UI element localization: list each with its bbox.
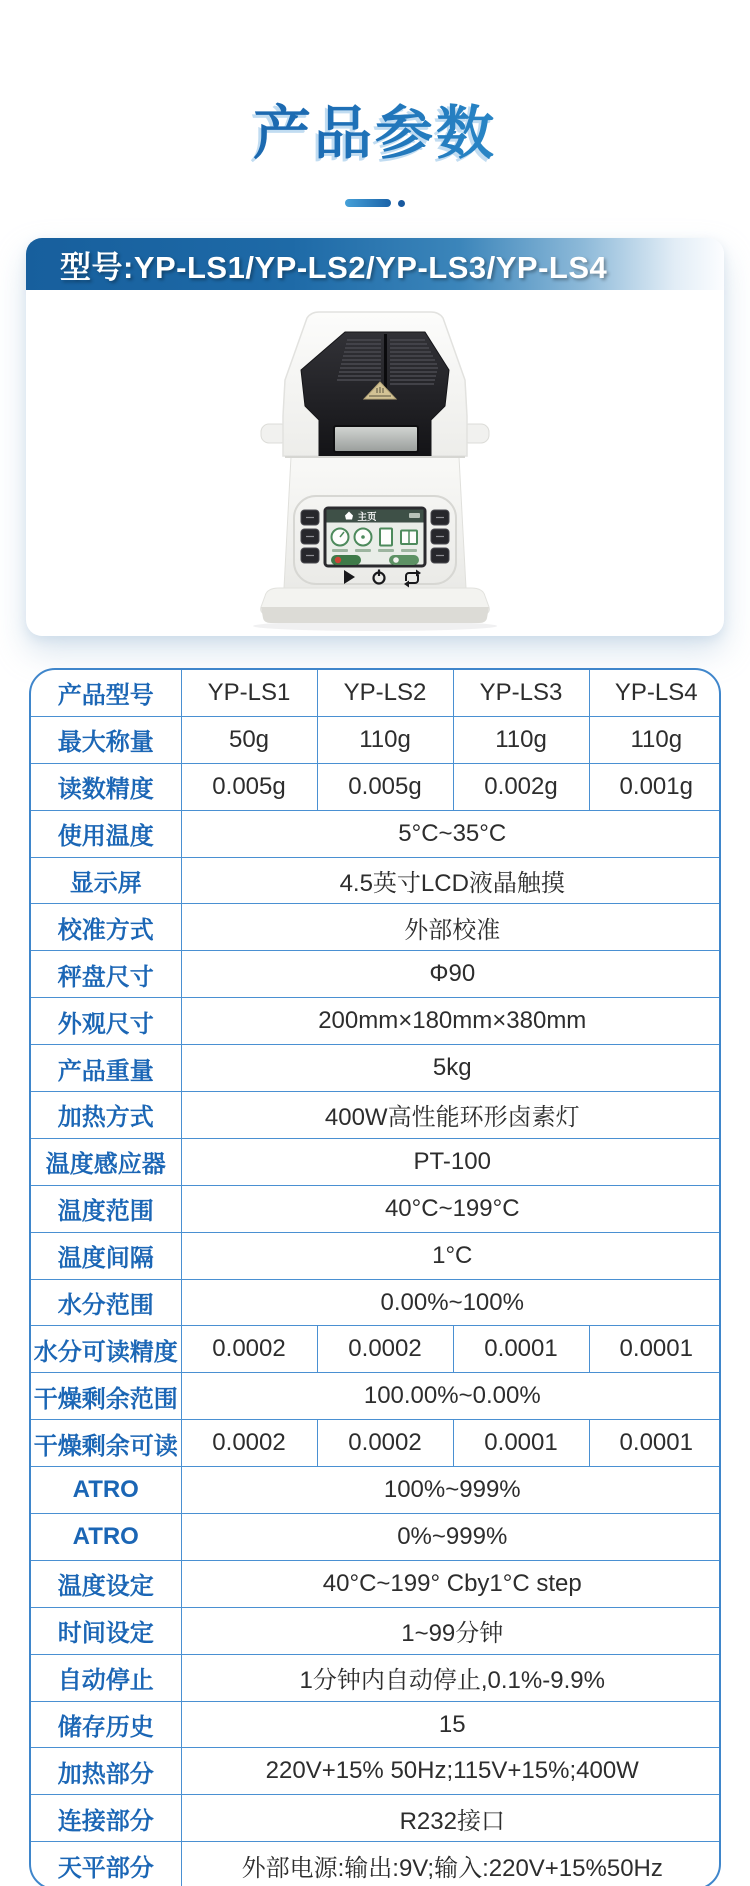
product-image [195,296,555,633]
spec-label: 产品重量 [31,1045,181,1092]
spec-value: 0.005g [317,763,453,810]
spec-value: YP-LS3 [453,670,589,716]
table-row [31,1514,721,1561]
spec-label: 加热方式 [31,1092,181,1139]
spec-label: 自动停止 [31,1654,181,1701]
spec-label: 校准方式 [31,904,181,951]
divider-dash [345,199,391,207]
spec-value: 4.5英寸LCD液晶触摸 [181,857,721,904]
spec-value: YP-LS4 [589,670,721,716]
table-row [31,904,721,951]
spec-label: 显示屏 [31,857,181,904]
spec-value: 0.0001 [453,1420,589,1467]
spec-value: 15 [181,1701,721,1748]
spec-value: R232接口 [181,1795,721,1842]
spec-value: 0%~999% [181,1514,721,1561]
spec-label: 干燥剩余范围 [31,1373,181,1420]
spec-value: 50g [181,716,317,763]
title-divider [0,196,750,210]
spec-label: 时间设定 [31,1607,181,1654]
spec-value: 200mm×180mm×380mm [181,998,721,1045]
table-row [31,1373,721,1420]
table-row [31,1467,721,1514]
spec-value: 40°C~199° Cby1°C step [181,1560,721,1607]
spec-label: 使用温度 [31,810,181,857]
spec-value: 110g [453,716,589,763]
spec-label: 温度间隔 [31,1232,181,1279]
table-row [31,951,721,998]
spec-label: 外观尺寸 [31,998,181,1045]
table-row [31,1654,721,1701]
spec-value: 外部校准 [181,904,721,951]
table-row [31,1279,721,1326]
spec-value: 100%~999% [181,1467,721,1514]
table-row [31,1607,721,1654]
table-row [31,1560,721,1607]
spec-label: 温度设定 [31,1560,181,1607]
spec-value: 0.002g [453,763,589,810]
table-row [31,1795,721,1842]
spec-label: 最大称量 [31,716,181,763]
spec-value: 0.0001 [589,1420,721,1467]
spec-value: 400W高性能环形卤素灯 [181,1092,721,1139]
spec-value: Φ90 [181,951,721,998]
spec-label: 加热部分 [31,1748,181,1795]
model-header: 型号:YP-LS1/YP-LS2/YP-LS3/YP-LS4 [26,238,724,290]
spec-value: 0.0002 [181,1326,317,1373]
spec-value: 100.00%~0.00% [181,1373,721,1420]
table-row [31,998,721,1045]
table-row [31,670,721,716]
table-row [31,1045,721,1092]
spec-value: 110g [589,716,721,763]
table-row [31,810,721,857]
spec-value: YP-LS1 [181,670,317,716]
spec-value: 110g [317,716,453,763]
spec-label: 秤盘尺寸 [31,951,181,998]
device-screen [325,508,425,566]
spec-value: 0.0001 [589,1326,721,1373]
spec-value: 0.005g [181,763,317,810]
page-title: 产品参数 [0,101,750,168]
spec-value: 1~99分钟 [181,1607,721,1654]
spec-label: 温度感应器 [31,1138,181,1185]
spec-label: 天平部分 [31,1842,181,1886]
spec-value: 0.0002 [317,1326,453,1373]
spec-label: 产品型号 [31,670,181,716]
spec-value: PT-100 [181,1138,721,1185]
table-row [31,1185,721,1232]
spec-label: 水分可读精度 [31,1326,181,1373]
screen-clock [409,513,420,518]
table-row [31,1232,721,1279]
spec-value: 220V+15% 50Hz;115V+15%;400W [181,1748,721,1795]
table-row [31,1326,721,1373]
spec-label: 水分范围 [31,1279,181,1326]
spec-label: ATRO [31,1467,181,1514]
table-row [31,1092,721,1139]
screen-title: 主页 [357,512,377,523]
spec-value: 0.0002 [181,1420,317,1467]
spec-value: 40°C~199°C [181,1185,721,1232]
spec-value: 5kg [181,1045,721,1092]
table-row [31,1701,721,1748]
table-row [31,1138,721,1185]
table-row [31,763,721,810]
spec-label: 储存历史 [31,1701,181,1748]
spec-value: 0.00%~100% [181,1279,721,1326]
table-row [31,716,721,763]
table-row [31,1748,721,1795]
model-card [26,238,724,636]
spec-label: 温度范围 [31,1185,181,1232]
table-row [31,1420,721,1467]
spec-label: 读数精度 [31,763,181,810]
spec-value: 外部电源:输出:9V;输入:220V+15%50Hz [181,1842,721,1886]
table-row [31,1842,721,1886]
spec-table [29,668,721,1886]
spec-value: 1分钟内自动停止,0.1%-9.9% [181,1654,721,1701]
spec-value: 1°C [181,1232,721,1279]
spec-label: 连接部分 [31,1795,181,1842]
spec-value: 0.001g [589,763,721,810]
spec-label: ATRO [31,1514,181,1561]
divider-dot-icon [398,200,405,207]
inspection-window [334,426,418,452]
spec-value: 0.0002 [317,1420,453,1467]
spec-label: 干燥剩余可读 [31,1420,181,1467]
spec-value: 0.0001 [453,1326,589,1373]
spec-value: YP-LS2 [317,670,453,716]
spec-value: 5°C~35°C [181,810,721,857]
table-row [31,857,721,904]
